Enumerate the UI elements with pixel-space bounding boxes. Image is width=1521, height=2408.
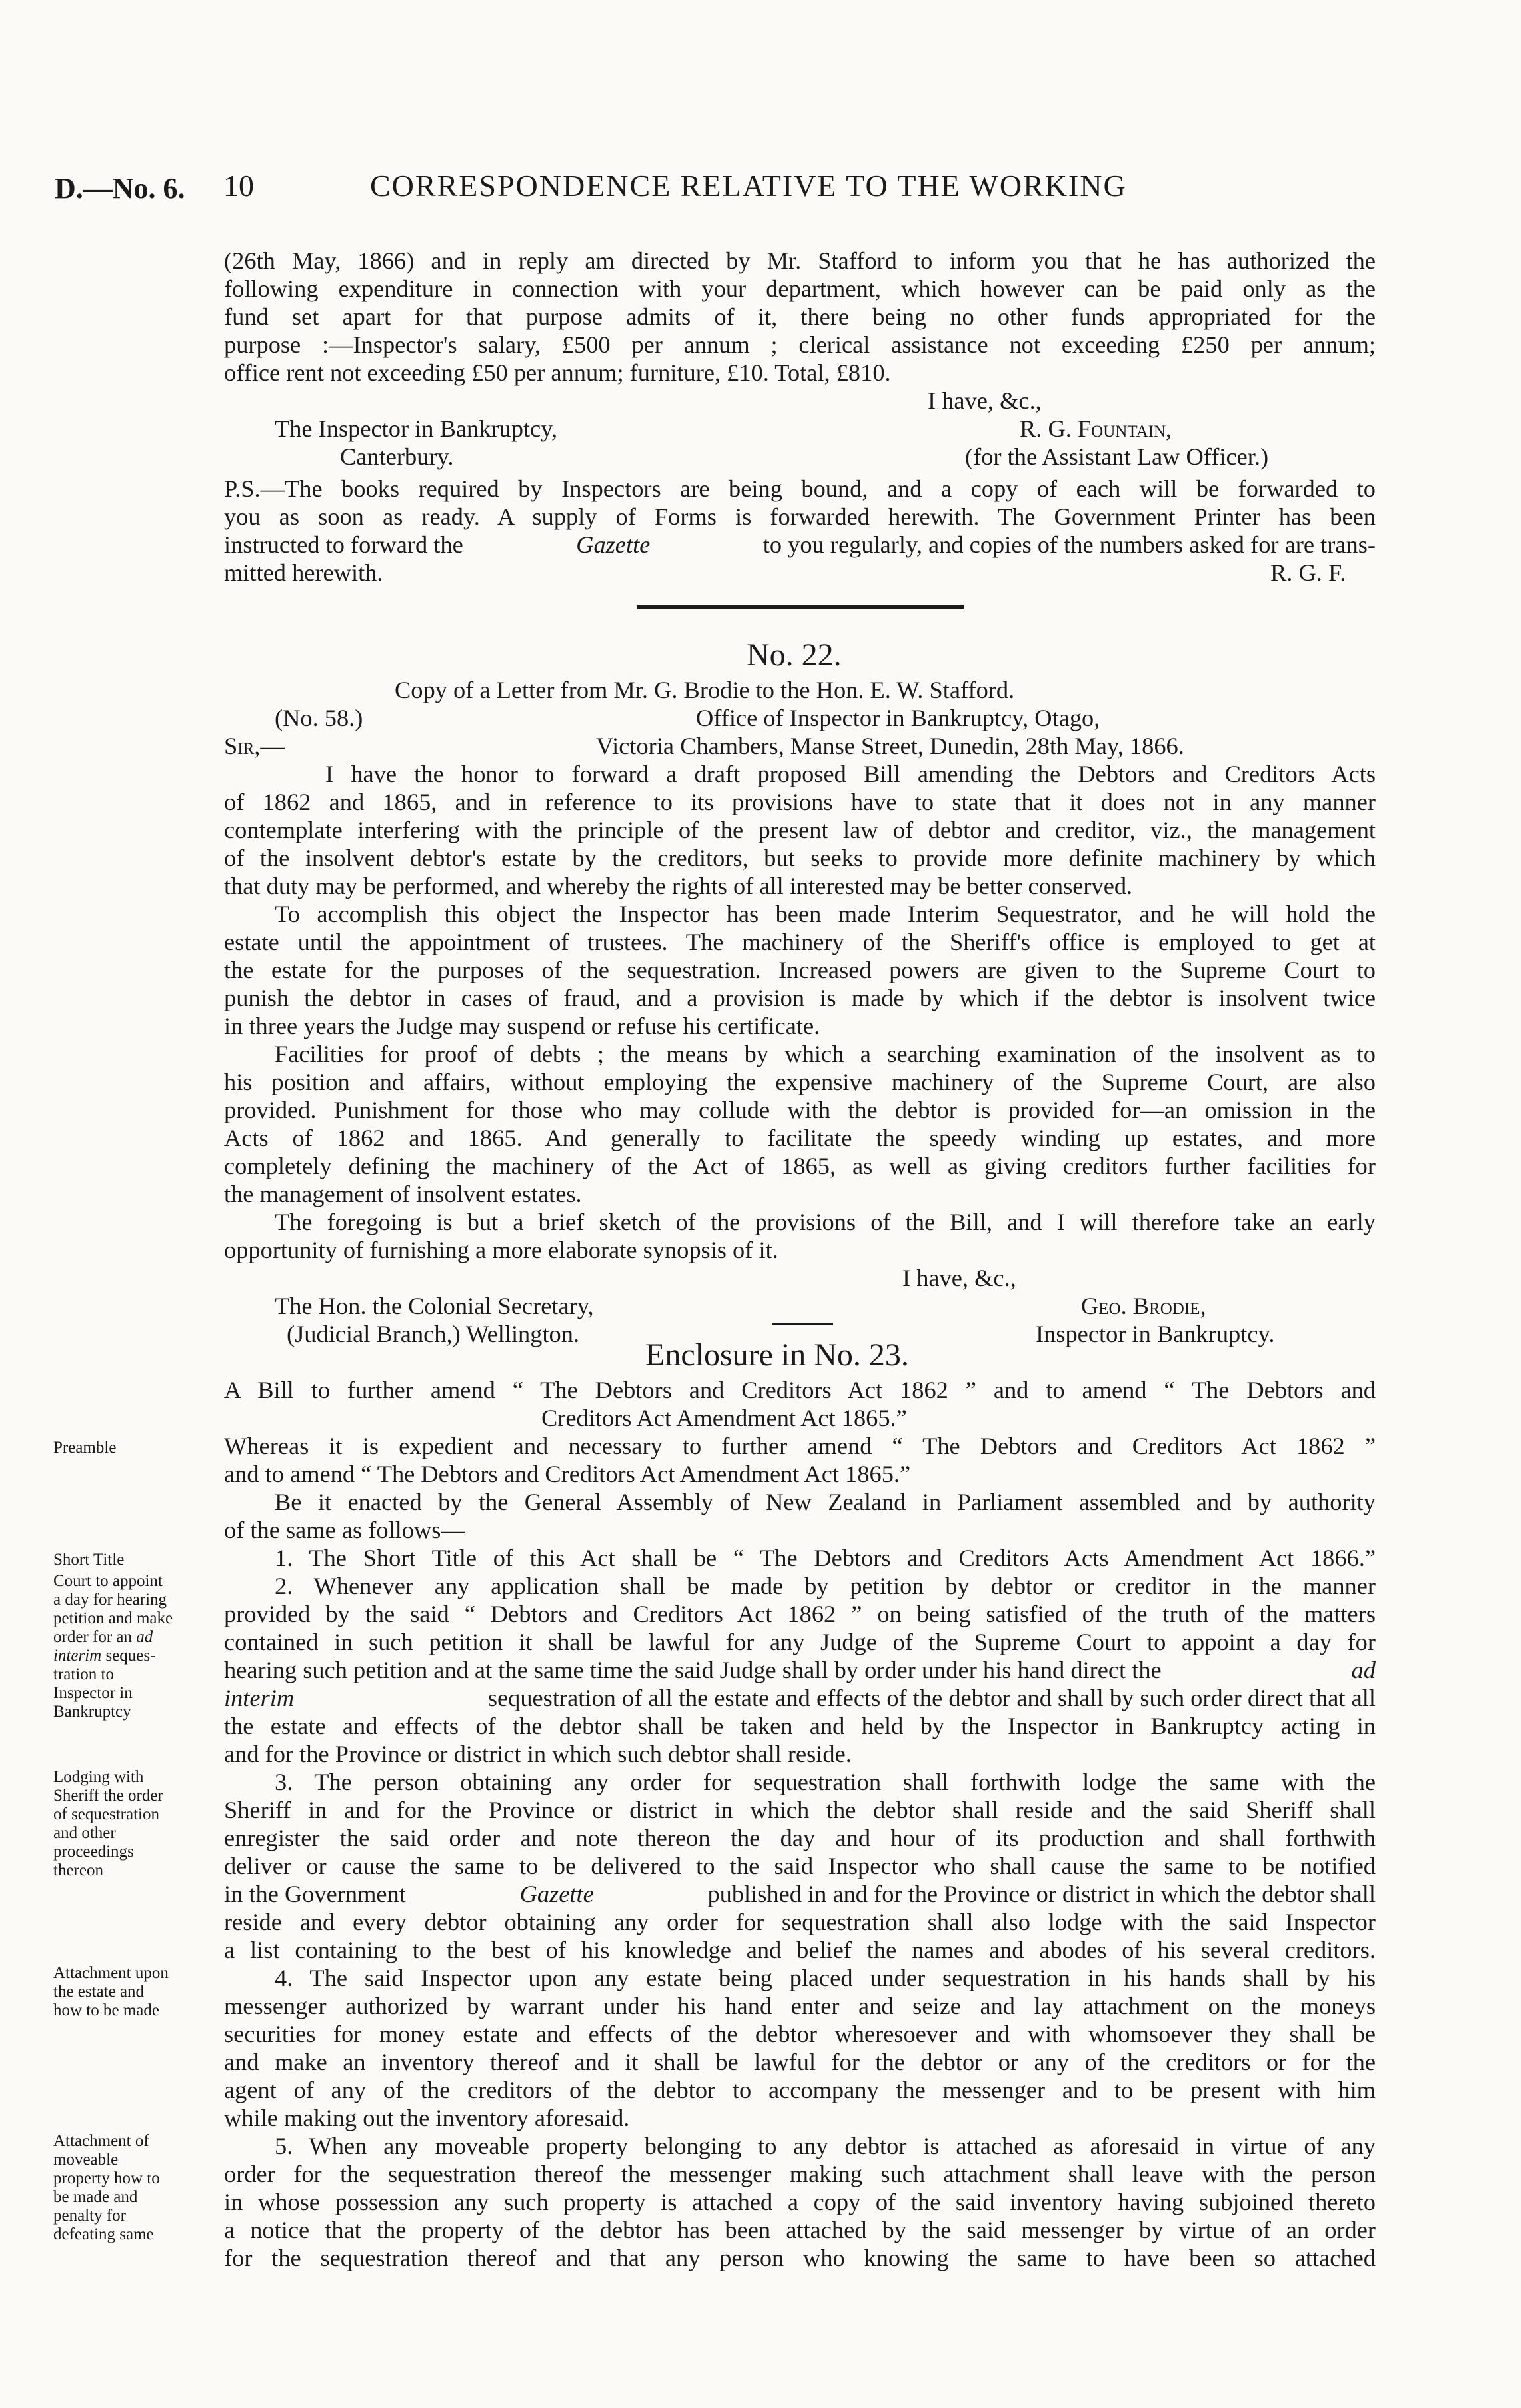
signature-title: (for the Assistant Law Officer.) xyxy=(965,443,1269,470)
text-line: opportunity of furnishing a more elaborate synopsis of it. xyxy=(224,1237,778,1263)
address-date: Victoria Chambers, Manse Street, Dunedin, 28th May, 1866. xyxy=(596,733,1184,759)
enacting-line: of the same as follows— xyxy=(224,1517,465,1543)
text-line: following expenditure in connection with your department, which however can be paid only as the xyxy=(224,275,1376,302)
page-number: 10 xyxy=(223,169,254,203)
interim-italic: interim xyxy=(224,1685,295,1711)
text-span: hearing such petition and at the same time the said Judge shall by order under his hand direct the xyxy=(224,1657,1162,1683)
section-5-line: for the sequestration thereof and that any person who knowing the same to have been so attached xyxy=(224,2245,1376,2271)
section-4-line: while making out the inventory aforesaid. xyxy=(224,2105,630,2131)
enclosure-heading: Enclosure in No. 23. xyxy=(645,1337,909,1373)
margin-line: proceedings xyxy=(53,1843,134,1861)
margin-line: of sequestration xyxy=(53,1805,159,1823)
addressee-location: (Judicial Branch,) Wellington. xyxy=(287,1321,580,1347)
margin-line: Bankruptcy xyxy=(53,1703,131,1721)
section-3-line: Sheriff in and for the Province or district in which the debtor shall reside and the said Sheriff shall xyxy=(224,1797,1376,1823)
section-4-line: 4. The said Inspector upon any estate being placed under sequestration in his hands shall by his xyxy=(275,1965,1376,1991)
text-line: contemplate interfering with the principle of the present law of debtor and creditor, viz., the management xyxy=(224,817,1376,843)
text-span: published in and for the Province or district in which the debtor shall xyxy=(707,1881,1376,1907)
margin-note-preamble xyxy=(53,1439,220,1457)
interim-italic: interim xyxy=(53,1647,102,1665)
margin-note-court xyxy=(53,1572,220,1721)
text-line: office rent not exceeding £50 per annum; furniture, £10. Total, £810. xyxy=(224,359,891,386)
postscript-initials: R. G. F. xyxy=(1270,559,1346,586)
margin-line: the estate and xyxy=(53,1983,145,2001)
text-span: seques- xyxy=(105,1647,156,1665)
gazette-italic: Gazette xyxy=(576,531,651,558)
text-span: to you regularly, and copies of the numbers asked for are trans- xyxy=(762,531,1376,558)
salutation: Sir,— xyxy=(224,733,285,759)
section-2-line xyxy=(224,1656,1376,1684)
section-divider xyxy=(637,605,964,609)
page-reference: D.—No. 6. xyxy=(55,172,185,205)
text-line: fund set apart for that purpose admits of it, there being no other funds appropriated for the xyxy=(224,303,1376,330)
section-2-line: 2. Whenever any application shall be made by petition by debtor or creditor in the manner xyxy=(275,1573,1376,1599)
margin-line: a day for hearing xyxy=(53,1591,167,1609)
section-2-line: the estate and effects of the debtor shall be taken and held by the Inspector in Bankruptcy acting in xyxy=(224,1713,1376,1739)
preamble-line: and to amend “ The Debtors and Creditors Act Amendment Act 1865.” xyxy=(224,1461,911,1487)
addressee-location: Canterbury. xyxy=(340,443,454,470)
section-5-line: a notice that the property of the debtor has been attached by the said messenger by virtue of an order xyxy=(224,2217,1376,2243)
margin-line: Preamble xyxy=(53,1439,117,1457)
margin-line xyxy=(53,1647,220,1665)
margin-line: defeating same xyxy=(53,2225,154,2243)
text-line: provided. Punishment for those who may collude with the debtor is provided for—an omission in the xyxy=(224,1097,1376,1123)
text-span: instructed to forward the xyxy=(224,531,463,558)
text-span: order for an xyxy=(53,1628,132,1646)
section-2-line: and for the Province or district in which such debtor shall reside. xyxy=(224,1741,852,1767)
signature-title: Inspector in Bankruptcy. xyxy=(1036,1321,1275,1347)
text-line: I have the honor to forward a draft proposed Bill amending the Debtors and Creditors Acts xyxy=(325,761,1376,787)
margin-note-attachment-moveable xyxy=(53,2132,220,2244)
section-1: 1. The Short Title of this Act shall be “ The Debtors and Creditors Acts Amendment Act 1866.” xyxy=(275,1545,1376,1571)
margin-line: Short Title xyxy=(53,1551,125,1569)
margin-line: property how to xyxy=(53,2169,160,2187)
text-line: his position and affairs, without employing the expensive machinery of the Supreme Court, are also xyxy=(224,1069,1376,1095)
text-span: sequestration of all the estate and effects of the debtor and shall by such order direct that all xyxy=(487,1685,1376,1711)
margin-note-lodging xyxy=(53,1768,220,1880)
signature: R. G. Fountain, xyxy=(1020,415,1172,442)
section-3-line xyxy=(224,1880,1376,1908)
margin-line: tration to xyxy=(53,1665,114,1683)
postscript-line: you as soon as ready. A supply of Forms is forwarded herewith. The Government Printer has been xyxy=(224,503,1376,530)
text-line: To accomplish this object the Inspector has been made Interim Sequestrator, and he will hold the xyxy=(275,901,1376,927)
margin-line: Attachment upon xyxy=(53,1964,169,1982)
margin-line xyxy=(53,1628,220,1647)
margin-line: how to be made xyxy=(53,2001,159,2019)
section-4-line: messenger authorized by warrant under his hand enter and seize and lay attachment on the moneys xyxy=(224,1993,1376,2019)
margin-line: Inspector in xyxy=(53,1684,133,1702)
section-4-line: and make an inventory thereof and it shall be lawful for the debtor or any of the creditors or for the xyxy=(224,2049,1376,2075)
section-3-line: a list containing to the best of his knowledge and belief the names and abodes of his several creditors. xyxy=(224,1937,1376,1963)
section-2-line: contained in such petition it shall be lawful for any Judge of the Supreme Court to appoint a day for xyxy=(224,1629,1376,1655)
section-2-line xyxy=(224,1684,1376,1712)
preamble-line: Whereas it is expedient and necessary to further amend “ The Debtors and Creditors Act 1862 ” xyxy=(224,1433,1376,1459)
text-line: estate until the appointment of trustees. The machinery of the Sheriff's office is employed to get at xyxy=(224,929,1376,955)
page-title: CORRESPONDENCE RELATIVE TO THE WORKING xyxy=(370,169,1127,203)
section-5-line: order for the sequestration thereof the messenger making such attachment shall leave with the person xyxy=(224,2161,1376,2187)
bill-title: Creditors Act Amendment Act 1865.” xyxy=(541,1405,907,1431)
text-line: in three years the Judge may suspend or refuse his certificate. xyxy=(224,1013,820,1039)
ad-italic: ad xyxy=(136,1628,153,1646)
text-line: of the insolvent debtor's estate by the creditors, but seeks to provide more definite machinery by which xyxy=(224,845,1376,871)
margin-line: thereon xyxy=(53,1861,103,1879)
addressee: The Hon. the Colonial Secretary, xyxy=(275,1293,594,1319)
margin-line: petition and make xyxy=(53,1609,173,1627)
text-line: the estate for the purposes of the sequestration. Increased powers are given to the Supreme Court to xyxy=(224,957,1376,983)
margin-line: and other xyxy=(53,1824,116,1842)
closing: I have, &c., xyxy=(902,1265,1016,1291)
sender-office: Office of Inspector in Bankruptcy, Otago, xyxy=(696,705,1100,731)
postscript-line: mitted herewith. xyxy=(224,559,383,586)
text-line: punish the debtor in cases of fraud, and a provision is made by which if the debtor is insolvent twice xyxy=(224,985,1376,1011)
signature: Geo. Brodie, xyxy=(1081,1293,1206,1319)
letter-subtitle: Copy of a Letter from Mr. G. Brodie to the Hon. E. W. Stafford. xyxy=(395,677,1015,703)
text-line: (26th May, 1866) and in reply am directed by Mr. Stafford to inform you that he has authorized the xyxy=(224,247,1376,274)
margin-note-attachment xyxy=(53,1964,220,2020)
bill-title: A Bill to further amend “ The Debtors and Creditors Act 1862 ” and to amend “ The Debtors and xyxy=(224,1377,1376,1403)
reference-number: (No. 58.) xyxy=(275,705,363,731)
margin-line: Court to appoint xyxy=(53,1572,163,1590)
text-line: Acts of 1862 and 1865. And generally to facilitate the speedy winding up estates, and more xyxy=(224,1125,1376,1151)
gazette-italic: Gazette xyxy=(519,1881,594,1907)
enacting-line: Be it enacted by the General Assembly of New Zealand in Parliament assembled and by authority xyxy=(275,1489,1376,1515)
section-5-line: 5. When any moveable property belonging to any debtor is attached as aforesaid in virtue of any xyxy=(275,2133,1376,2159)
closing: I have, &c., xyxy=(928,387,1042,414)
text-line: Facilities for proof of debts ; the means by which a searching examination of the insolvent as to xyxy=(275,1041,1376,1067)
text-line: the management of insolvent estates. xyxy=(224,1181,582,1207)
margin-line: penalty for xyxy=(53,2207,126,2225)
short-divider xyxy=(772,1323,833,1325)
section-5-line: in whose possession any such property is attached a copy of the said inventory having subjoined thereto xyxy=(224,2189,1376,2215)
section-2-line: provided by the said “ Debtors and Creditors Act 1862 ” on being satisfied of the truth of the matters xyxy=(224,1601,1376,1627)
margin-line: Attachment of xyxy=(53,2132,149,2150)
ad-italic: ad xyxy=(1351,1657,1376,1683)
addressee: The Inspector in Bankruptcy, xyxy=(275,415,558,442)
section-4-line: agent of any of the creditors of the debtor to accompany the messenger and to be present with him xyxy=(224,2077,1376,2103)
margin-line: Lodging with xyxy=(53,1768,144,1786)
text-line: The foregoing is but a brief sketch of the provisions of the Bill, and I will therefore take an early xyxy=(275,1209,1376,1235)
section-3-line: deliver or cause the same to be delivered to the said Inspector who shall cause the same to be notified xyxy=(224,1853,1376,1879)
postscript-line: P.S.—The books required by Inspectors are being bound, and a copy of each will be forwarded to xyxy=(224,475,1376,502)
margin-line: moveable xyxy=(53,2151,119,2169)
margin-note-short-title xyxy=(53,1551,220,1569)
section-3-line: 3. The person obtaining any order for sequestration shall forthwith lodge the same with the xyxy=(275,1769,1376,1795)
text-line: purpose :—Inspector's salary, £500 per annum ; clerical assistance not exceeding £250 per annum; xyxy=(224,331,1376,358)
text-line: of 1862 and 1865, and in reference to its provisions have to state that it does not in any manner xyxy=(224,789,1376,815)
margin-line: be made and xyxy=(53,2188,138,2206)
text-line: that duty may be performed, and whereby the rights of all interested may be better conserved. xyxy=(224,873,1133,899)
section-3-line: reside and every debtor obtaining any order for sequestration shall also lodge with the said Inspector xyxy=(224,1909,1376,1935)
section-4-line: securities for money estate and effects of the debtor wheresoever and with whomsoever they shall be xyxy=(224,2021,1376,2047)
section-3-line: enregister the said order and note thereon the day and hour of its production and shall forthwith xyxy=(224,1825,1376,1851)
text-line: completely defining the machinery of the Act of 1865, as well as giving creditors further facilities for xyxy=(224,1153,1376,1179)
text-span: in the Government xyxy=(224,1881,406,1907)
postscript-line xyxy=(224,531,1376,559)
margin-line: Sheriff the order xyxy=(53,1787,163,1805)
letter-heading: No. 22. xyxy=(747,637,842,673)
